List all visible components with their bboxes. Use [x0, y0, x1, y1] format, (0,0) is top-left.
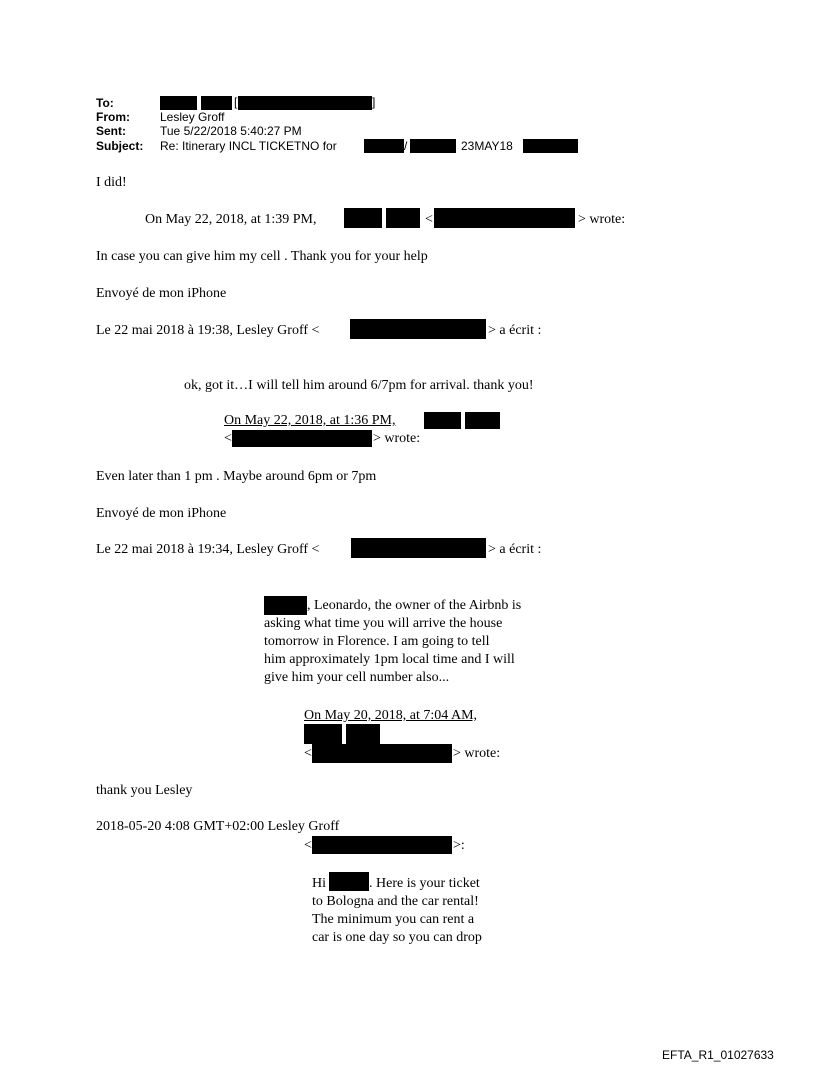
quote2-intro: On May 22, 2018, at 1:36 PM,: [224, 413, 396, 428]
para2-line-4: car is one day so you can drop: [312, 930, 482, 945]
para2-line-2: to Bologna and the car rental!: [312, 894, 479, 909]
subject-slash: /: [404, 139, 408, 153]
sent-value: Tue 5/22/2018 5:40:27 PM: [160, 124, 302, 138]
to-label: To:: [96, 96, 114, 110]
redaction-para2-name: [329, 872, 369, 891]
gmt-end: >:: [453, 838, 465, 853]
body-line-i-did: I did!: [96, 175, 127, 190]
body-line-even-later: Even later than 1 pm . Maybe around 6pm or 7pm: [96, 469, 377, 484]
subject-date: 23MAY18: [461, 139, 513, 153]
redaction-email-1934: [351, 538, 486, 558]
to-bracket-close: ]: [372, 95, 376, 109]
quote2-wrote: > wrote:: [373, 431, 421, 446]
body-line-gmt: 2018-05-20 4:08 GMT+02:00 Lesley Groff: [96, 819, 340, 834]
quote3-intro: On May 20, 2018, at 7:04 AM,: [304, 708, 478, 723]
body-line-thank-you-lesley: thank you Lesley: [96, 783, 193, 798]
para1-line-3: tomorrow in Florence. I am going to tell: [264, 634, 490, 649]
body-line-le22-1938-suffix: > a écrit :: [488, 323, 542, 338]
subject-prefix: Re: Itinerary INCL TICKETNO for: [160, 139, 337, 153]
document-id: EFTA_R1_01027633: [662, 1048, 774, 1062]
redaction-quote1-email: [434, 208, 575, 228]
para1-line-5: give him your cell number also...: [264, 670, 450, 685]
body-line-cell: In case you can give him my cell . Thank you for your help: [96, 249, 428, 264]
subject-label: Subject:: [96, 139, 144, 153]
redaction-to-1: [160, 96, 197, 110]
body-line-le22-1934-suffix: > a écrit :: [488, 542, 542, 557]
redaction-email-1938: [350, 319, 486, 339]
redaction-quote3-1: [304, 724, 342, 744]
redaction-subject-1: [364, 139, 404, 153]
redaction-quote1-1: [344, 208, 382, 228]
redaction-quote2-2: [465, 412, 500, 429]
from-label: From:: [96, 110, 130, 124]
redaction-quote3-email: [312, 744, 452, 763]
redaction-to-email: [238, 96, 372, 110]
redaction-quote2-1: [424, 412, 461, 429]
body-line-le22-1934-prefix: Le 22 mai 2018 à 19:34, Lesley Groff <: [96, 542, 320, 557]
body-line-envoye-2: Envoyé de mon iPhone: [96, 506, 227, 521]
redaction-quote1-2: [386, 208, 420, 228]
quote3-lt: <: [304, 746, 312, 761]
body-line-le22-1938-prefix: Le 22 mai 2018 à 19:38, Lesley Groff <: [96, 323, 320, 338]
redaction-quote2-email: [232, 430, 372, 447]
quote1-intro: On May 22, 2018, at 1:39 PM,: [145, 212, 317, 227]
quote1-lt: <: [425, 212, 433, 227]
sent-label: Sent:: [96, 124, 126, 138]
redaction-quote3-2: [346, 724, 380, 744]
para2-hi: Hi: [312, 876, 326, 891]
para1-line-4: him approximately 1pm local time and I will: [264, 652, 515, 667]
gmt-lt: <: [304, 838, 312, 853]
para2-line-3: The minimum you can rent a: [312, 912, 475, 927]
redaction-para1-name: [264, 596, 307, 615]
redaction-subject-3: [523, 139, 578, 153]
body-line-ok-got-it: ok, got it…I will tell him around 6/7pm for arrival. thank you!: [184, 378, 534, 393]
from-value: Lesley Groff: [160, 110, 225, 124]
body-line-envoye-1: Envoyé de mon iPhone: [96, 286, 227, 301]
para1-line-1: , Leonardo, the owner of the Airbnb is: [307, 598, 522, 613]
quote2-lt: <: [224, 431, 232, 446]
redaction-gmt-email: [312, 836, 452, 854]
para2-line-1: . Here is your ticket: [369, 876, 480, 891]
para1-line-2: asking what time you will arrive the house: [264, 616, 503, 631]
redaction-to-2: [201, 96, 232, 110]
to-bracket-open: [: [234, 95, 238, 109]
quote1-wrote: > wrote:: [578, 212, 626, 227]
redaction-subject-2: [410, 139, 456, 153]
quote3-wrote: > wrote:: [453, 746, 501, 761]
